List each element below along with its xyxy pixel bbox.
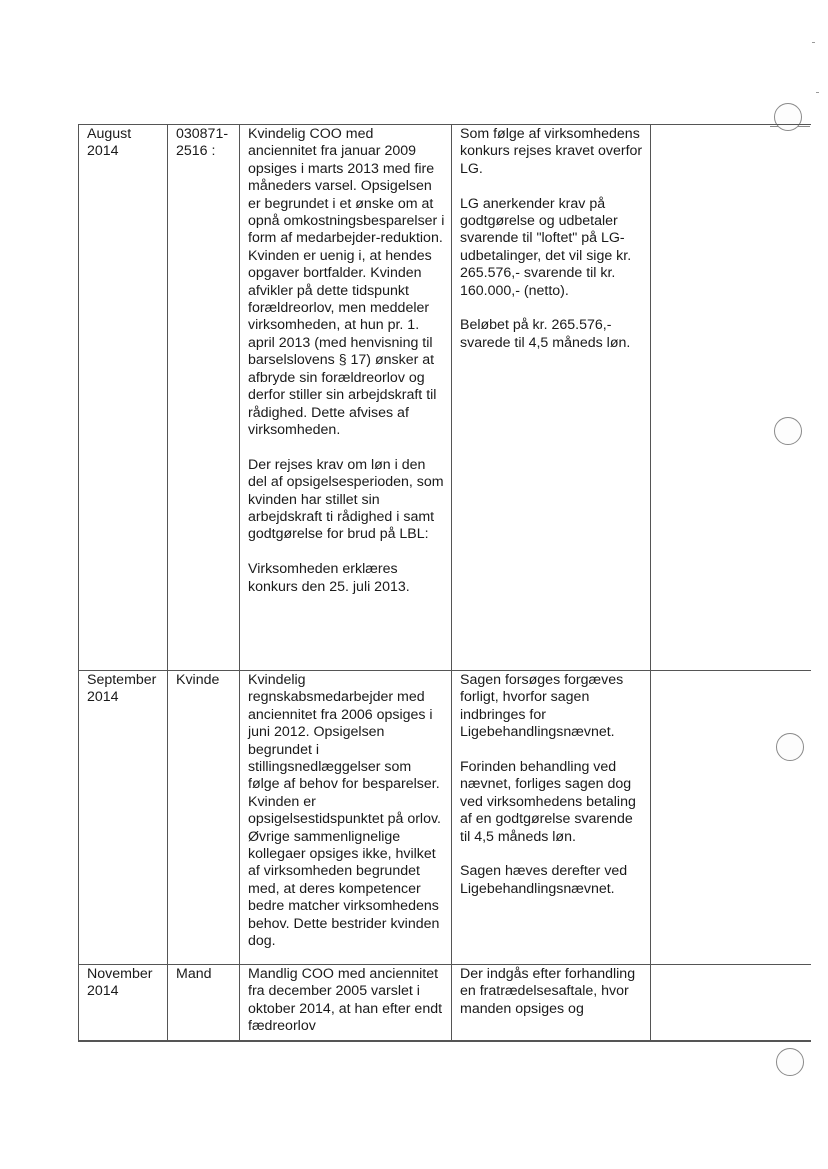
gender-cell: Mand <box>168 965 240 1042</box>
date-cell: November 2014 <box>79 965 168 1042</box>
outcome-paragraph: Der indgås efter forhandling en fratrædelsesaftale, hvor manden opsiges og <box>460 966 636 1017</box>
table-row <box>79 965 811 1042</box>
gender-cell: Kvinde <box>168 671 240 965</box>
date-cell: September 2014 <box>79 671 168 965</box>
outcome-paragraph: Forinden behandling ved nævnet, forliges sagen dog ved virksomhedens betaling af en godtgørelse svarende til 4,5 måneds løn. <box>460 759 636 845</box>
table-row <box>79 125 811 671</box>
table-row <box>79 671 811 965</box>
empty-cell <box>651 671 811 965</box>
outcome-paragraph: LG anerkender krav på godtgørelse og udbetaler svarende til "loftet" på LG-udbetalinger, det vil sige kr. 265.576,- svarende til kr. 160.000,- (netto). <box>460 195 632 299</box>
facts-paragraph: Virksomheden erklæres konkurs den 25. juli 2013. <box>248 561 410 595</box>
facts-cell <box>240 671 452 965</box>
empty-cell <box>651 965 811 1042</box>
outcome-paragraph: Sagen hæves derefter ved Ligebehandlingsnævnet. <box>460 863 628 897</box>
empty-cell <box>651 125 811 671</box>
case-table <box>78 124 811 1042</box>
outcome-paragraph: Som følge af virksomhedens konkurs rejses kravet overfor LG. <box>460 126 643 177</box>
outcome-cell <box>452 671 651 965</box>
outcome-cell <box>452 125 651 671</box>
outcome-paragraph: Beløbet på kr. 265.576,- svarede til 4,5 måneds løn. <box>460 317 631 351</box>
facts-paragraph: Kvindelig COO med anciennitet fra januar 2009 opsiges i marts 2013 med fire måneders varsel. Opsigelsen er begrundet i et ønske om at opnå omkostningsbesparelser i form af medarbejder-reduktion. Kvinden er uenig i, at hendes opgaver bortfalder. Kvinden afvikler på dette tidspunkt forældreorlov, men meddeler virksomheden, at hun pr. 1. april 2013 (med henvisning til barselslovens § 17) ønsker at afbryde sin forældreorlov og derfor stiller sin arbejdskraft til rådighed. Dette afvises af virksomheden. <box>248 126 445 438</box>
date-cell: August 2014 <box>79 125 168 671</box>
scan-speck <box>816 92 819 93</box>
facts-paragraph: Der rejses krav om løn i den del af opsigelsesperioden, som kvinden har stillet sin arbejdskraft ti rådighed i samt godtgørelse for brud på LBL: <box>248 456 444 543</box>
punch-hole-icon <box>776 1048 804 1076</box>
facts-paragraph: Mandlig COO med anciennitet fra december 2005 varslet i oktober 2014, at han efter endt fædreorlov <box>248 966 443 1035</box>
facts-cell <box>240 125 452 671</box>
gender-cell: 030871-2516 : <box>168 125 240 671</box>
outcome-paragraph: Sagen forsøges forgæves forligt, hvorfor sagen indbringes for Ligebehandlingsnævnet. <box>460 672 624 741</box>
facts-paragraph: Kvindelig regnskabsmedarbejder med anciennitet fra 2006 opsiges i juni 2012. Opsigelsen begrundet i stillingsnedlæggelser som følge af behov for besparelser. Kvinden er opsigelsestidspunktet på orlov. Øvrige sammenlignelige kollegaer opsiges ikke, hvilket af virksomheden begrundet med, at deres kompetencer bedre matcher virksomhedens behov. Dette bestrider kvinden dog. <box>248 672 441 950</box>
facts-cell <box>240 965 452 1042</box>
outcome-cell <box>452 965 651 1042</box>
scan-speck <box>812 42 815 43</box>
